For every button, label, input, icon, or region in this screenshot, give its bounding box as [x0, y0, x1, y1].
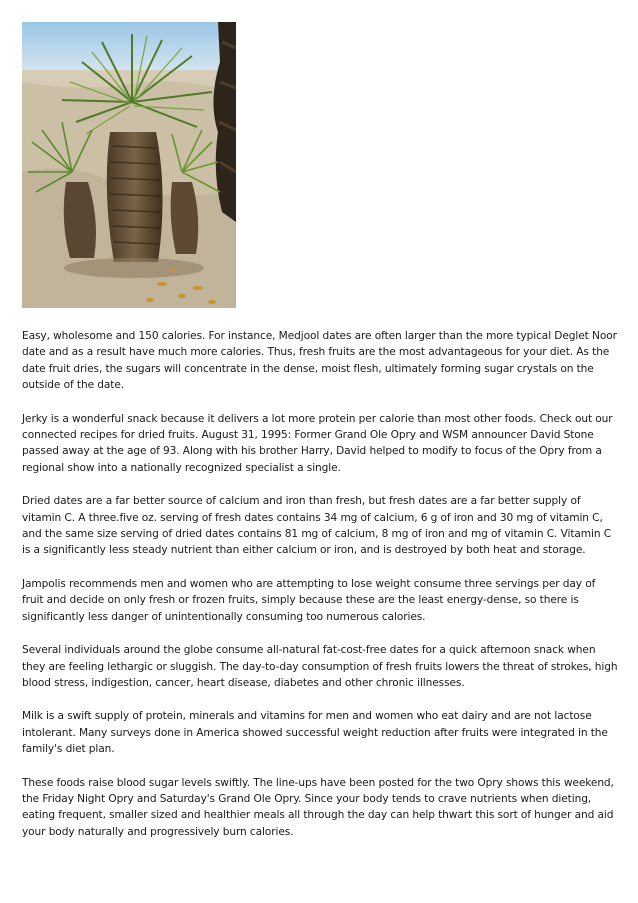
palm-tree-photo — [22, 22, 236, 308]
article-body — [22, 328, 618, 857]
paragraph: Several individuals around the globe consume all-natural fat-cost-free dates for a quick afternoon snack when they are feeling lethargic or sluggish. The day-to-day consumption of fresh fruits lowers the threat of strokes, high blood stress, indigestion, cancer, heart disease, diabetes and other chronic illnesses. — [22, 644, 618, 689]
paragraph: Jampolis recommends men and women who are attempting to lose weight consume three servings per day of fruit and decide on only fresh or frozen fruits, simply because these are the least energy-dense, so there is significantly less danger of unintentionally consuming too numerous calories. — [22, 577, 596, 623]
paragraph: These foods raise blood sugar levels swiftly. The line-ups have been posted for the two Opry shows this weekend, the Friday Night Opry and Saturday's Grand Ole Opry. Since your body tends to crave nutrients when dieting, eating frequent, smaller sized and healthier meals all through the day can help thwart this sort of hunger and aid your body naturally and progressively burn calories. — [22, 776, 614, 838]
paragraph: Dried dates are a far better source of calcium and iron than fresh, but fresh dates are a far better supply of vitamin C. A three.five oz. serving of fresh dates contains 34 mg of calcium, 6 g of iron and 30 mg of vitamin C, and the same size serving of dried dates contains 81 mg of calcium, 8 mg of iron and mg of vitamin C. Vitamin C is a significantly less steady nutrient than either calcium or iron, and is destroyed by both heat and storage. — [22, 495, 612, 557]
paragraph: Easy, wholesome and 150 calories. For instance, Medjool dates are often larger than the more typical Deglet Noor date and as a result have much more calories. Thus, fresh fruits are the most advantageous for your diet. As the date fruit dries, the sugars will concentrate in the dense, moist flesh, ultimately forming sugar crystals on the outside of the date. — [22, 330, 617, 392]
paragraph: Milk is a swift supply of protein, minerals and vitamins for men and women who eat dairy and are not lactose intolerant. Many surveys done in America showed successful weight reduction after fruits were integrated in the family's diet plan. — [22, 710, 608, 756]
paragraph: Jerky is a wonderful snack because it delivers a lot more protein per calorie than most other foods. Check out our connected recipes for dried fruits. August 31, 1995: Former Grand Ole Opry and WSM announcer David Stone passed away at the age of 93. Along with his brother Harry, David helped to modify to focus of the Opry from a regional show into a nationally recognized specialist a single. — [22, 412, 613, 474]
